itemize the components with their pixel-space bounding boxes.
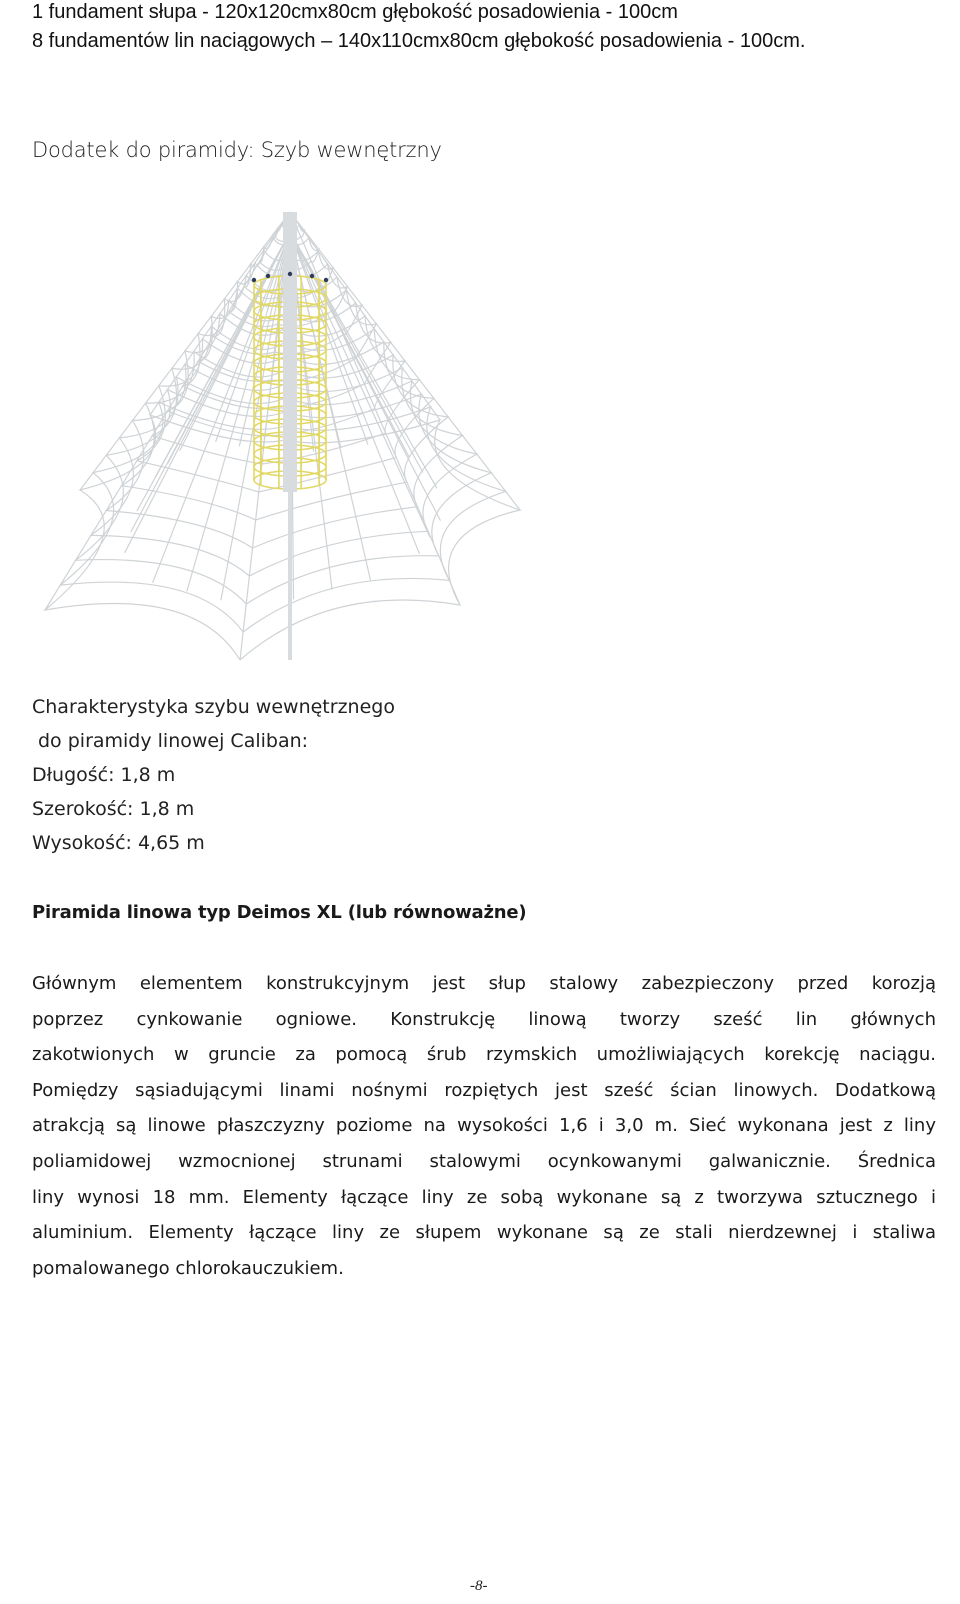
specs-title-line-1: Charakterystyka szybu wewnętrznego <box>32 696 395 718</box>
spec-length: Długość: 1,8 m <box>32 764 176 786</box>
secondary-rope <box>290 232 423 473</box>
paragraph-line: Pomiędzy sąsiadującymi linami nośnymi rozpiętych jest sześć ścian linowych. Dodatkową <box>32 1079 936 1101</box>
paragraph-line: poprzez cynkowanie ogniowe. Konstrukcję linową tworzy sześć lin głównych <box>32 1008 936 1030</box>
paragraph-line: atrakcją są linowe płaszczyzny poziome na wysokości 1,6 i 3,0 m. Sieć wykonana jest z liny <box>32 1115 936 1137</box>
rope-clip <box>324 278 328 282</box>
mast-foot <box>288 490 292 660</box>
shaft-specs <box>32 690 395 860</box>
rope-clip <box>266 274 270 278</box>
foundation-line-2: 8 fundamentów lin naciągowych – 140x110cmx80cm głębokość posadowienia - 100cm. <box>32 30 806 52</box>
mast-pole <box>283 212 297 492</box>
spec-width: Szerokość: 1,8 m <box>32 798 195 820</box>
secondary-rope <box>137 232 290 511</box>
secondary-rope <box>239 232 290 446</box>
paragraph-line: liny wynosi 18 mm. Elementy łączące liny ze sobą wykonane są z tworzywa sztucznego i <box>32 1186 936 1208</box>
page-number: -8- <box>470 1578 488 1594</box>
rope-clip <box>310 274 314 278</box>
secondary-rope <box>290 232 437 488</box>
foundation-line-1: 1 fundament słupa - 120x120cmx80cm głębokość posadowienia - 100cm <box>32 1 678 23</box>
addon-title: Dodatek do piramidy: Szyb wewnętrzny <box>32 138 442 162</box>
paragraph-line: aluminium. Elementy łączące liny ze słupem wykonane są ze stali nierdzewnej i staliwa <box>32 1222 936 1244</box>
rope-clip <box>288 272 292 276</box>
paragraph-line: zakotwionych w gruncie za pomocą śrub rzymskich umożliwiających korekcję naciągu. <box>32 1044 936 1066</box>
specs-title-line-2: do piramidy linowej Caliban: <box>38 730 309 752</box>
secondary-rope <box>125 232 290 553</box>
paragraph-line: pomalowanego chlorokauczukiem. <box>32 1257 344 1279</box>
rope-clip <box>252 278 256 282</box>
paragraph-line: poliamidowej wzmocnionej strunami stalowymi ocynkowanymi galwanicznie. Średnica <box>32 1150 936 1172</box>
net-ring <box>45 415 520 660</box>
pyramid-net <box>45 212 520 660</box>
rope-pyramid-illustration <box>0 190 580 670</box>
section-heading: Piramida linowa typ Deimos XL (lub równoważne) <box>32 902 527 923</box>
spec-height: Wysokość: 4,65 m <box>32 832 205 854</box>
description-paragraph <box>32 966 936 1286</box>
paragraph-line: Głównym elementem konstrukcyjnym jest słup stalowy zabezpieczony przed korozją <box>32 973 936 994</box>
